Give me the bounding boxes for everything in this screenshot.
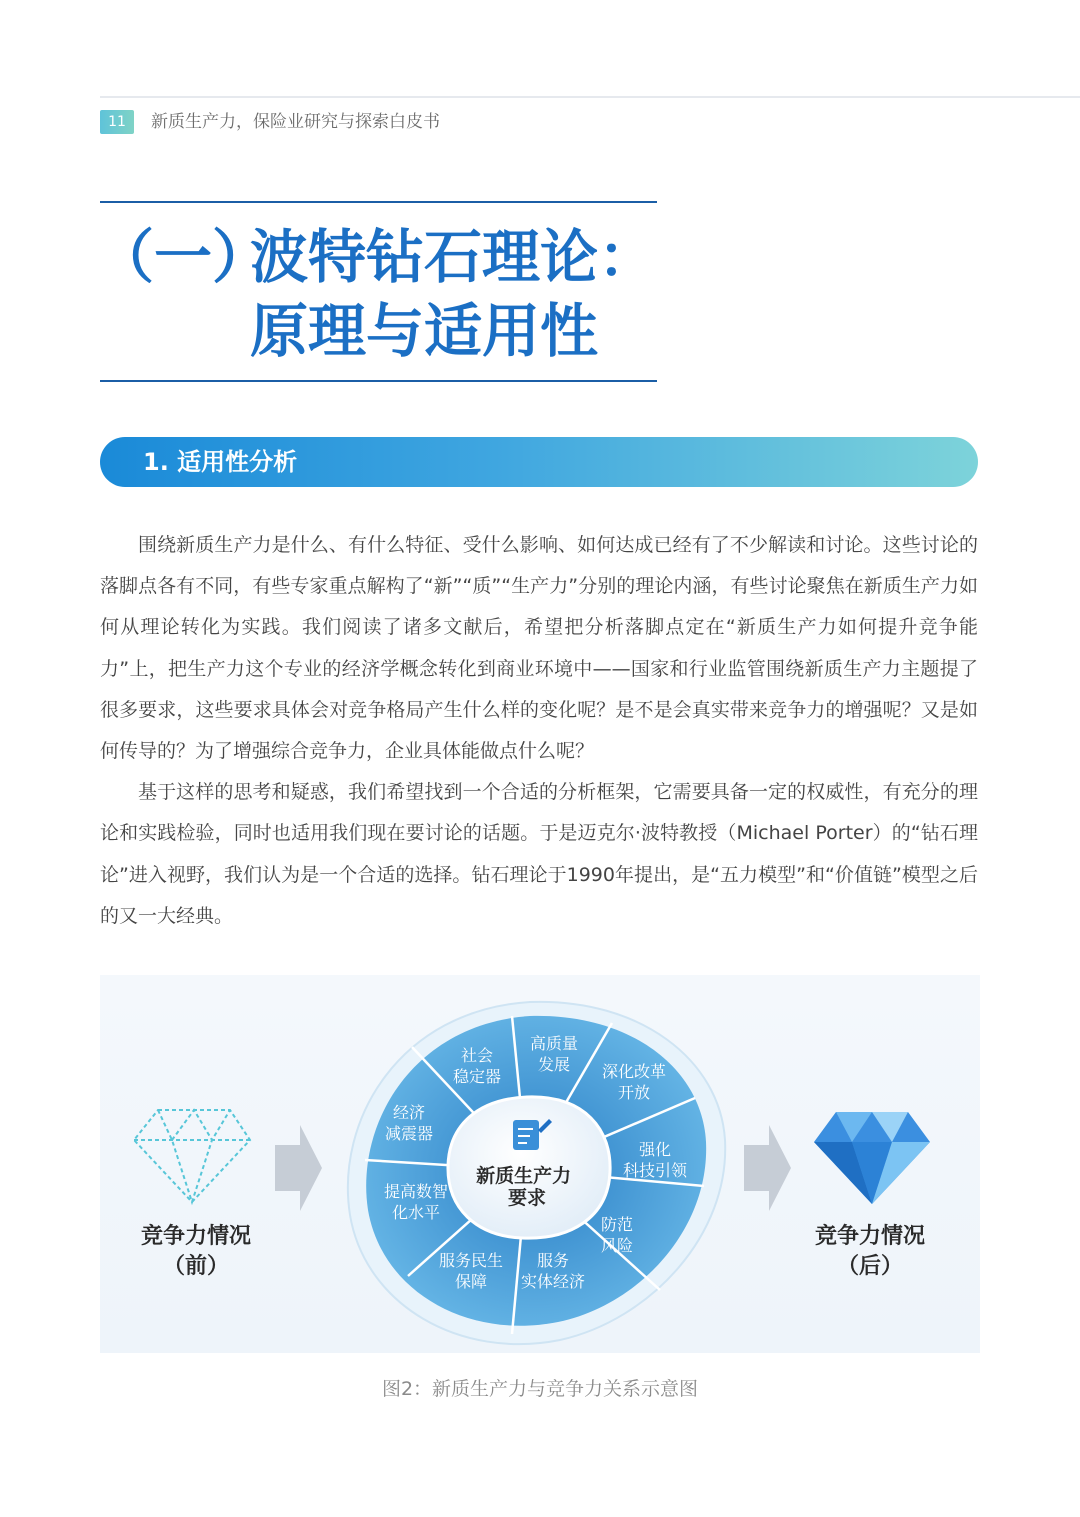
label-after	[780, 1222, 960, 1282]
diamond-outline-icon	[134, 1110, 250, 1202]
segment-digital-level: 提高数智化水平	[383, 1182, 449, 1222]
segment-risk-prevention: 防范风险	[600, 1215, 634, 1255]
title-prefix: （一）	[96, 223, 271, 291]
figure-caption: 图2：新质生产力与竞争力关系示意图	[381, 1378, 699, 1400]
segment-tech-lead: 强化科技引领	[622, 1140, 688, 1180]
center-label-line-2: 要求	[507, 1187, 547, 1209]
arrow-right-icon	[744, 1125, 791, 1211]
segment-real-economy: 服务实体经济	[520, 1251, 586, 1291]
page-number: 11	[100, 110, 134, 134]
paragraph-2: 基于这样的思考和疑惑，我们希望找到一个合适的分析框架，它需要具备一定的权威性，有充分的理论和实践检验，同时也适用我们现在要讨论的话题。于是迈克尔·波特教授（Michael Porter）的“钻石理论”进入视野，我们认为是一个合适的选择。钻石理论于1990年提出，是“五力模型”和“价值链”模型之后的又一大经典。	[100, 781, 978, 927]
arrow-right-icon	[275, 1125, 322, 1211]
title-line-2: 原理与适用性	[250, 297, 599, 365]
center-label-line-1: 新质生产力	[476, 1165, 572, 1187]
section-heading: 1. 适用性分析	[143, 448, 298, 476]
diamond-solid-icon	[814, 1112, 930, 1204]
label-before-line-2: （前）	[162, 1254, 229, 1279]
segment-reform-opening: 深化改革开放	[601, 1062, 667, 1102]
segment-high-quality: 高质量发展	[529, 1034, 579, 1074]
segment-livelihood: 服务民生保障	[438, 1251, 504, 1291]
label-after-line-1: 竞争力情况	[814, 1224, 925, 1249]
segment-social-stability: 社会稳定器	[452, 1046, 502, 1086]
label-before-line-1: 竞争力情况	[140, 1224, 251, 1249]
paragraph-1: 围绕新质生产力是什么、有什么特征、受什么影响、如何达成已经有了不少解读和讨论。这些讨论的落脚点各有不同，有些专家重点解构了“新”“质”“生产力”分别的理论内涵，有些讨论聚焦在新质生产力如何从理论转化为实践。我们阅读了诸多文献后，希望把分析落脚点定在“新质生产力如何提升竞争能力”上，把生产力这个专业的经济学概念转化到商业环境中——国家和行业监管围绕新质生产力主题提了很多要求，这些要求具体会对竞争格局产生什么样的变化呢？是不是会真实带来竞争力的增强呢？又是如何传导的？为了增强综合竞争力，企业具体能做点什么呢？	[100, 534, 978, 763]
running-title: 新质生产力，保险业研究与探索白皮书	[151, 112, 440, 132]
label-before	[106, 1222, 286, 1282]
segment-economic-shock: 经济减震器	[384, 1103, 434, 1143]
title-line-1: 波特钻石理论：	[250, 223, 657, 291]
label-after-line-2: （后）	[836, 1254, 903, 1279]
